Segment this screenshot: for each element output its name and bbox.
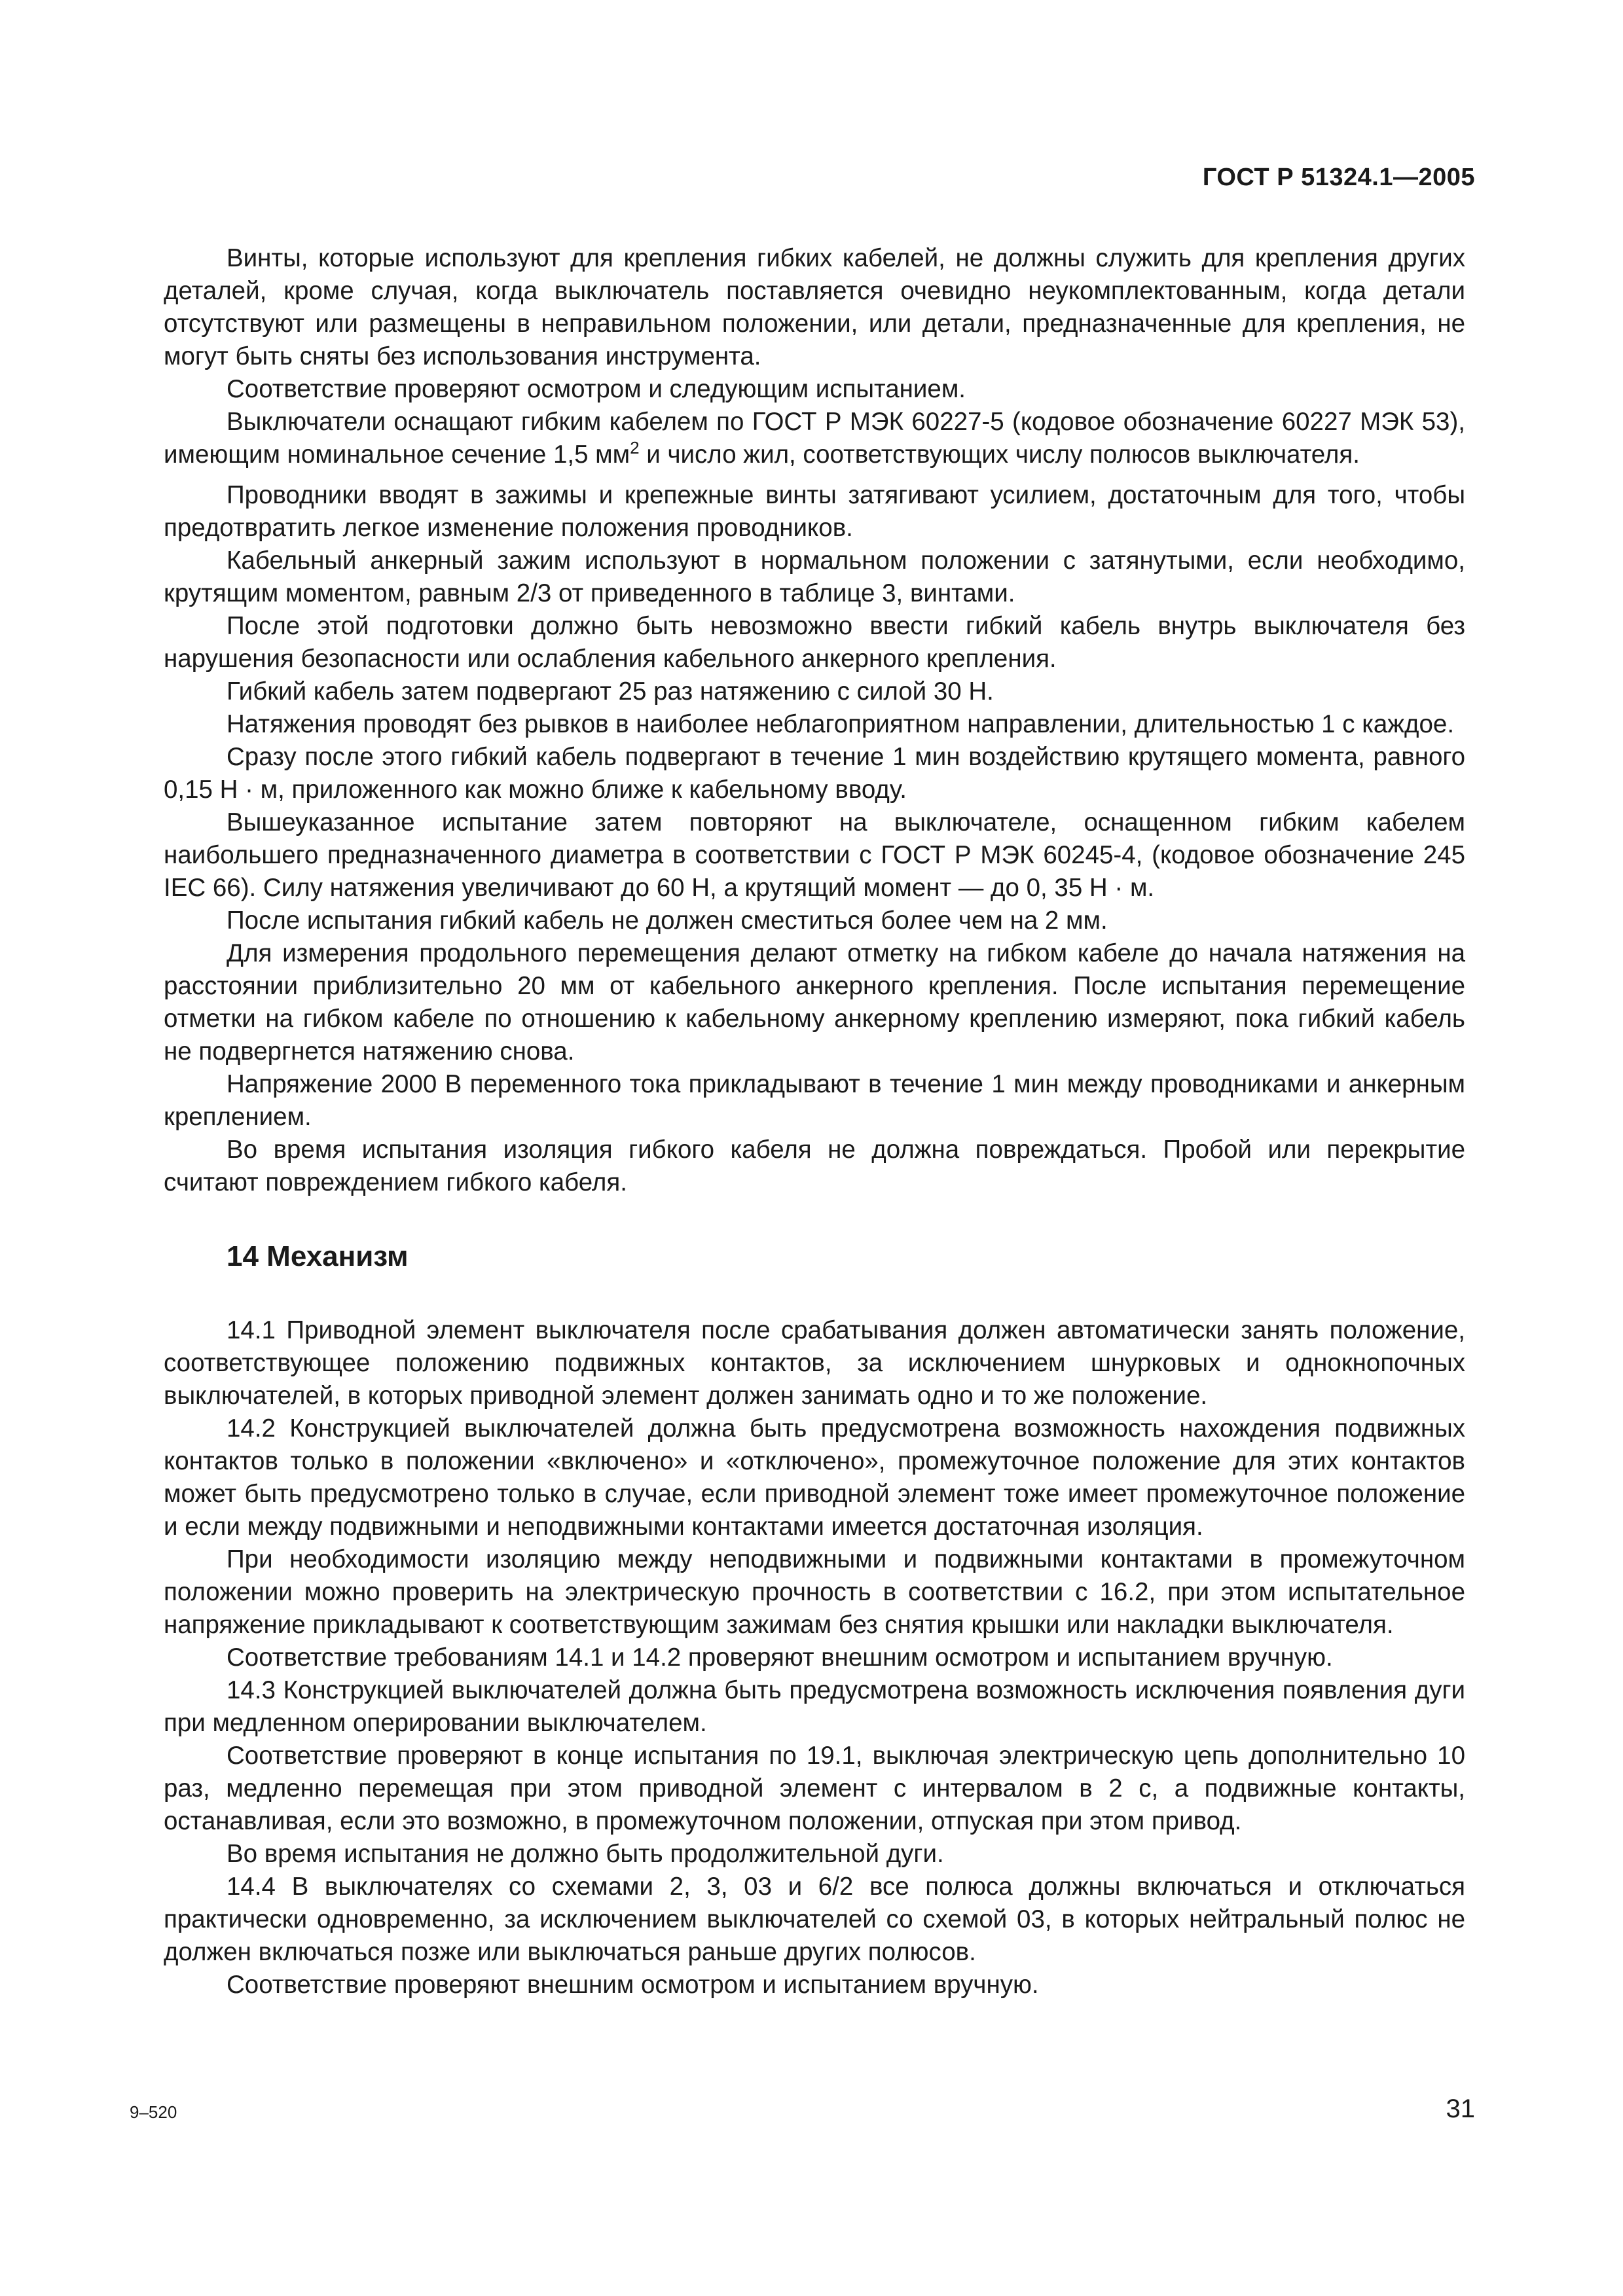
- paragraph: При необходимости изоляцию между неподвижными и подвижными контактами в промежуточном положении можно проверить на электрическую прочность в соответствии с 16.2, при этом испытательное напряжение прикладывают к соответствующим зажимам без снятия крышки или накладки выключателя.: [164, 1545, 1465, 1639]
- paragraph: 14.3 Конструкцией выключателей должна быть предусмотрена возможность исключения появления дуги при медленном оперировании выключателем.: [164, 1676, 1465, 1737]
- paragraph: Натяжения проводят без рывков в наиболее неблагоприятном направлении, длительностью 1 с каждое.: [227, 710, 1455, 738]
- paragraph: Для измерения продольного перемещения делают отметку на гибком кабеле до начала натяжения на расстоянии приблизительно 20 мм от кабельного анкерного крепления. После испытания перемещение отметки на гибком кабеле по отношению к кабельному анкерному креплению измеряют, пока гибкий кабель не подвергнется натяжению снова.: [164, 939, 1465, 1066]
- paragraph: Вышеуказанное испытание затем повторяют на выключателе, оснащенном гибким кабелем наибольшего предназначенного диаметра в соответствии с ГОСТ Р МЭК 60245-4, (кодовое обозначение 245 IEC 66). Силу натяжения увеличивают до 60 Н, а крутящий момент — до 0, 35 Н · м.: [164, 808, 1465, 902]
- paragraph-text: и число жил, соответствующих числу полюсов выключателя.: [639, 440, 1360, 469]
- paragraph: Во время испытания не должно быть продолжительной дуги.: [227, 1840, 944, 1868]
- paragraph: Соответствие требованиям 14.1 и 14.2 проверяют внешним осмотром и испытанием вручную.: [227, 1643, 1333, 1672]
- document-header: ГОСТ Р 51324.1—2005: [1202, 164, 1475, 191]
- paragraph: [164, 406, 1465, 471]
- paragraph: Соответствие проверяют внешним осмотром и испытанием вручную.: [227, 1971, 1039, 1999]
- paragraph-text: Выключатели оснащают гибким кабелем по ГОСТ Р МЭК 60227-5 (кодовое обозначение 60227 МЭК 53), имеющим номинальное сечение 1,5 мм: [164, 408, 1465, 469]
- paragraph: Во время испытания изоляция гибкого кабеля не должна повреждаться. Пробой или перекрытие считают повреждением гибкого кабеля.: [164, 1136, 1465, 1196]
- paragraph: Соответствие проверяют в конце испытания по 19.1, выключая электрическую цепь дополнительно 10 раз, медленно перемещая при этом приводной элемент с интервалом в 2 с, а подвижные контакты, останавливая, если это возможно, в промежуточном положении, отпуская при этом привод.: [164, 1742, 1465, 1835]
- section-heading: 14 Механизм: [227, 1240, 409, 1272]
- footer-code: 9–520: [130, 2102, 177, 2122]
- paragraph: После этой подготовки должно быть невозможно ввести гибкий кабель внутрь выключателя без нарушения безопасности или ослабления кабельного анкерного крепления.: [164, 612, 1465, 673]
- paragraph: Гибкий кабель затем подвергают 25 раз натяжению с силой 30 Н.: [227, 677, 994, 706]
- paragraph: Винты, которые используют для крепления гибких кабелей, не должны служить для крепления других деталей, кроме случая, когда выключатель поставляется очевидно неукомплектованным, когда детали отсутствуют или размещены в неправильном положении, или детали, предназначенные для крепления, не могут быть сняты без использования инструмента.: [164, 244, 1465, 370]
- paragraph: Кабельный анкерный зажим используют в нормальном положении с затянутыми, если необходимо, крутящим моментом, равным 2/3 от приведенного в таблице 3, винтами.: [164, 547, 1465, 607]
- paragraph: Напряжение 2000 В переменного тока прикладывают в течение 1 мин между проводниками и анкерным креплением.: [164, 1070, 1465, 1131]
- paragraph: 14.1 Приводной элемент выключателя после срабатывания должен автоматически занять положение, соответствующее положению подвижных контактов, за исключением шнурковых и однокнопочных выключателей, в которых приводной элемент должен занимать одно и то же положение.: [164, 1316, 1465, 1410]
- paragraph: 14.4 В выключателях со схемами 2, 3, 03 и 6/2 все полюса должны включаться и отключаться практически одновременно, за исключением выключателей со схемой 03, в которых нейтральный полюс не должен включаться позже или выключаться раньше других полюсов.: [164, 1873, 1465, 1966]
- paragraph: 14.2 Конструкцией выключателей должна быть предусмотрена возможность нахождения подвижных контактов только в положении «включено» и «отключено», промежуточное положение для этих контактов может быть предусмотрено только в случае, если приводной элемент тоже имеет промежуточное положение и если между подвижными и неподвижными контактами имеется достаточная изоляция.: [164, 1414, 1465, 1541]
- paragraph: После испытания гибкий кабель не должен сместиться более чем на 2 мм.: [227, 906, 1108, 935]
- page-number: 31: [1446, 2094, 1475, 2123]
- superscript: 2: [630, 438, 640, 457]
- body-text: [164, 242, 1465, 2001]
- paragraph: Соответствие проверяют осмотром и следующим испытанием.: [227, 375, 966, 403]
- paragraph: Проводники вводят в зажимы и крепежные винты затягивают усилием, достаточным для того, чтобы предотвратить легкое изменение положения проводников.: [164, 481, 1465, 542]
- paragraph: Сразу после этого гибкий кабель подвергают в течение 1 мин воздействию крутящего момента, равного 0,15 Н · м, приложенного как можно ближе к кабельному вводу.: [164, 743, 1465, 804]
